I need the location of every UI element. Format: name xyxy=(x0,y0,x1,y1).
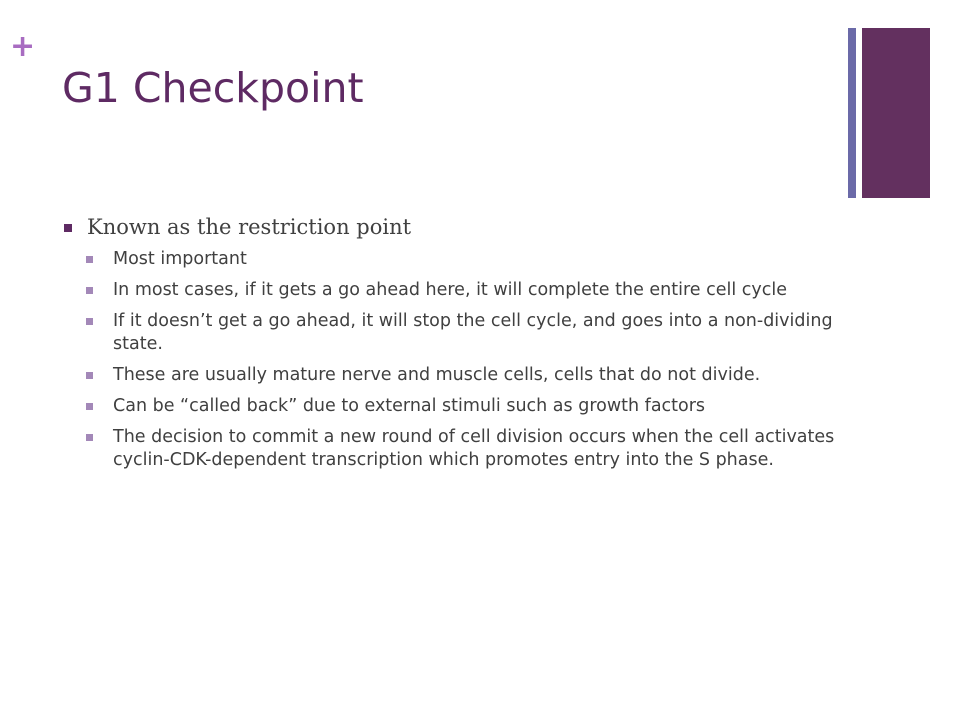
sub-bullet-item xyxy=(86,364,848,387)
sub-bullet-item xyxy=(86,248,848,271)
square-bullet-icon xyxy=(86,434,93,441)
square-bullet-icon xyxy=(86,403,93,410)
sub-bullet-item xyxy=(86,426,848,472)
slide-title: G1 Checkpoint xyxy=(62,64,364,112)
sub-bullet-text: If it doesn’t get a go ahead, it will stop the cell cycle, and goes into a non-dividing state. xyxy=(113,311,833,354)
slide-body xyxy=(64,212,854,480)
square-bullet-icon xyxy=(86,256,93,263)
square-bullet-icon xyxy=(86,318,93,325)
decorative-bar-thin xyxy=(848,28,856,198)
square-bullet-icon xyxy=(86,287,93,294)
bullet-text: Known as the restriction point xyxy=(87,215,412,239)
sub-bullet-text: These are usually mature nerve and muscle cells, cells that do not divide. xyxy=(113,365,761,385)
plus-icon: + xyxy=(10,29,36,64)
sub-bullet-item xyxy=(86,310,848,356)
bullet-item xyxy=(64,212,854,242)
sub-bullet-item xyxy=(86,279,848,302)
square-bullet-icon xyxy=(86,372,93,379)
sub-bullet-text: The decision to commit a new round of cell division occurs when the cell activates cyclin-CDK-dependent transcription which promotes entry into the S phase. xyxy=(113,427,835,470)
sub-bullet-item xyxy=(86,395,848,418)
sub-bullet-text: Most important xyxy=(113,249,247,269)
square-bullet-icon xyxy=(64,224,72,232)
sub-bullet-text: Can be “called back” due to external stimuli such as growth factors xyxy=(113,396,706,416)
sub-bullet-text: In most cases, if it gets a go ahead here, it will complete the entire cell cycle xyxy=(113,280,788,300)
decorative-bar-wide xyxy=(862,28,930,198)
sub-bullet-list xyxy=(64,248,854,472)
